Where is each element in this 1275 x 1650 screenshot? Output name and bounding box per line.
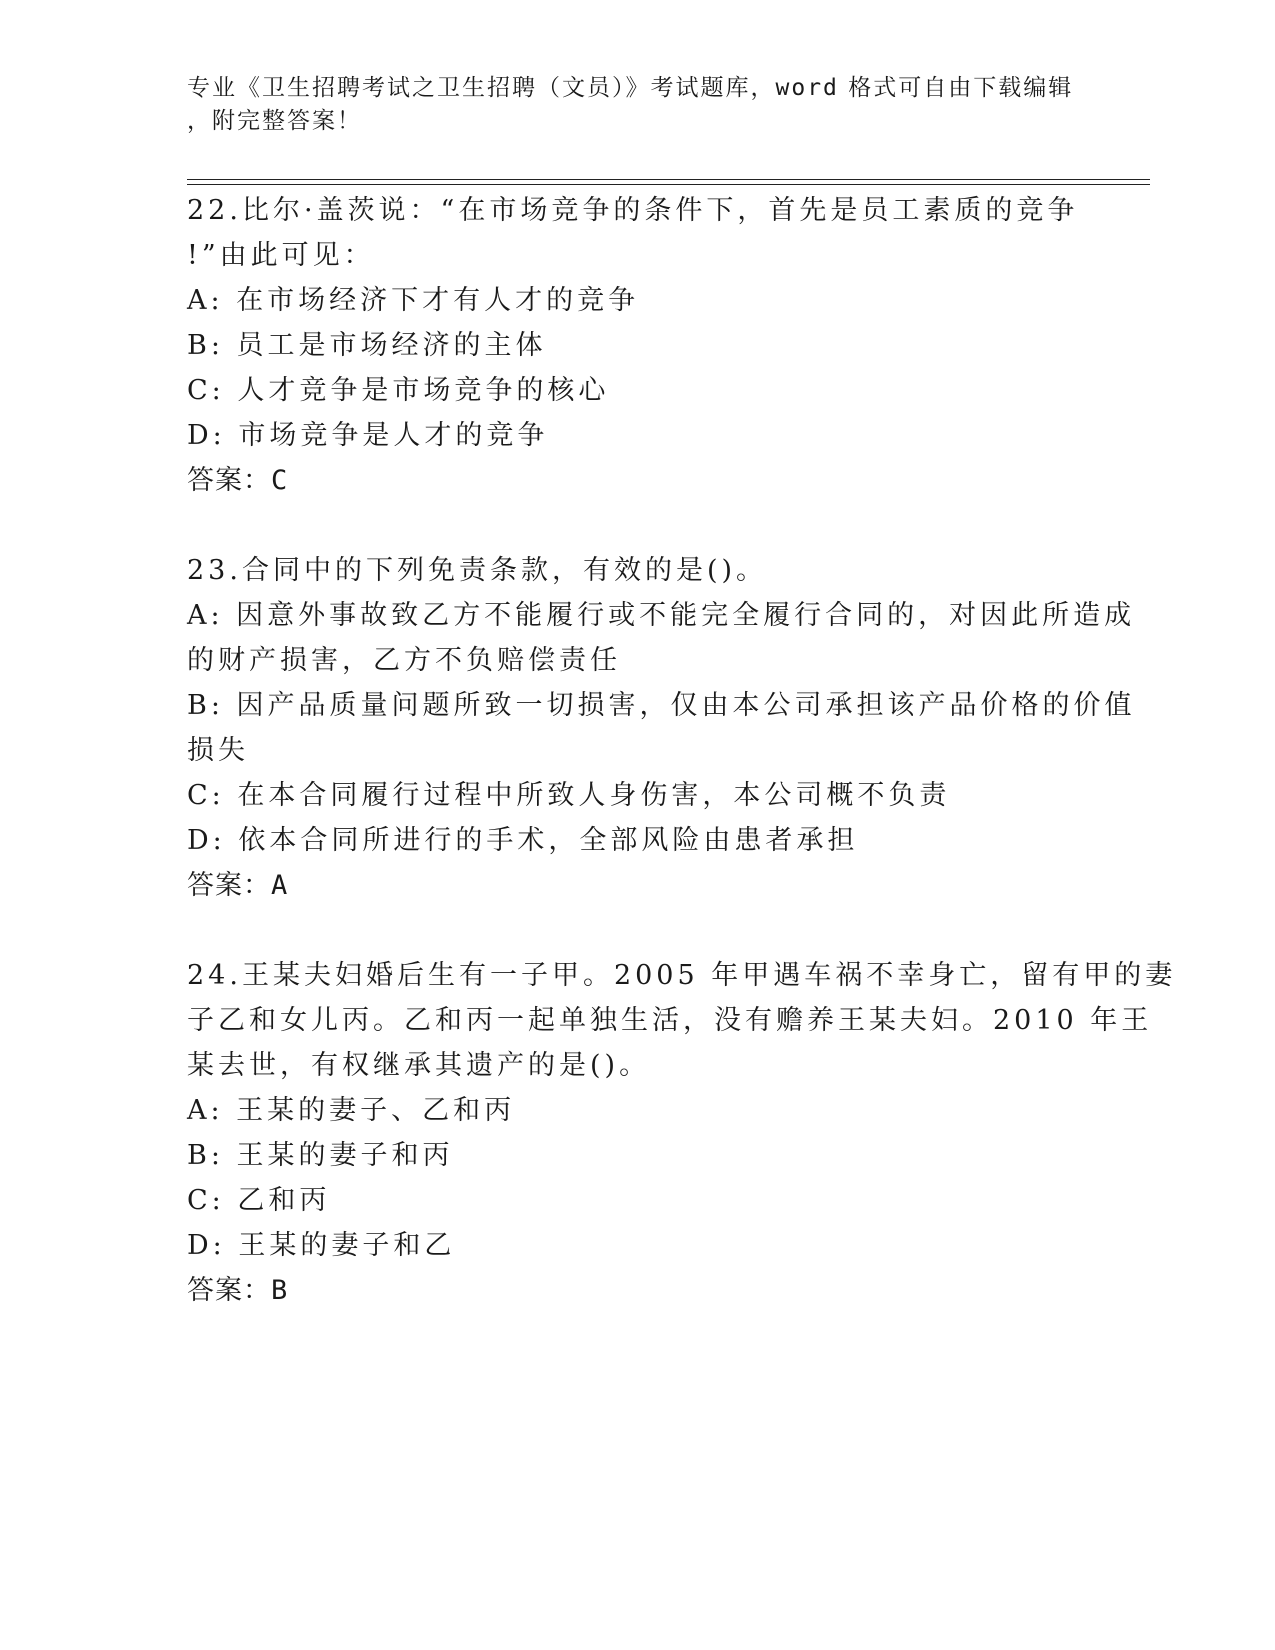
option-a-continued: 的财产损害，乙方不负赔偿责任 bbox=[187, 645, 621, 676]
header-text-part-1: 专业《卫生招聘考试之卫生招聘（文员）》考试题库， bbox=[187, 75, 776, 101]
option-a: A: 王某的妻子、乙和丙 bbox=[187, 1095, 516, 1126]
question-stem: 22.比尔·盖茨说：“在市场竞争的条件下，首先是员工素质的竞争 bbox=[187, 195, 1079, 226]
answer-label: 答案： bbox=[187, 1275, 271, 1306]
header-line-2: ，附完整答案！ bbox=[187, 108, 362, 134]
header-divider-top bbox=[187, 179, 1150, 180]
question-stem: !”由此可见： bbox=[187, 240, 375, 271]
question-list bbox=[187, 188, 1177, 1358]
header-text-part-3: 格式可自由下载编辑 bbox=[838, 75, 1074, 101]
option-b: B: 员工是市场经济的主体 bbox=[187, 330, 547, 361]
question-22 bbox=[187, 188, 1087, 503]
question-stem: 23.合同中的下列免责条款，有效的是()。 bbox=[187, 555, 768, 586]
option-c: C: 在本合同履行过程中所致人身伤害，本公司概不负责 bbox=[187, 780, 951, 811]
option-a: A: 因意外事故致乙方不能履行或不能完全履行合同的，对因此所造成 bbox=[187, 600, 1136, 631]
option-c: C: 乙和丙 bbox=[187, 1185, 331, 1216]
question-23 bbox=[187, 548, 1136, 908]
option-d: D: 依本合同所进行的手术，全部风险由患者承担 bbox=[187, 825, 859, 856]
option-b: B: 王某的妻子和丙 bbox=[187, 1140, 454, 1171]
answer-label: 答案： bbox=[187, 465, 271, 496]
option-d: D: 市场竞争是人才的竞争 bbox=[187, 420, 549, 451]
answer-value: B bbox=[271, 1275, 289, 1306]
header-divider-bottom bbox=[187, 184, 1150, 185]
answer-line bbox=[187, 458, 1087, 503]
option-b-continued: 损失 bbox=[187, 735, 249, 766]
question-24 bbox=[187, 953, 1177, 1313]
question-stem: 子乙和女儿丙。乙和丙一起单独生活，没有赡养王某夫妇。2010 年王 bbox=[187, 1005, 1153, 1036]
answer-value: A bbox=[271, 870, 289, 901]
header-line-1 bbox=[187, 72, 1087, 105]
question-stem: 某去世，有权继承其遗产的是()。 bbox=[187, 1050, 651, 1081]
answer-line bbox=[187, 1268, 1087, 1313]
option-a: A: 在市场经济下才有人才的竞争 bbox=[187, 285, 640, 316]
option-c: C: 人才竞争是市场竞争的核心 bbox=[187, 375, 610, 406]
answer-value: C bbox=[271, 465, 289, 496]
answer-label: 答案： bbox=[187, 870, 271, 901]
header-text-part-2: word bbox=[775, 75, 839, 101]
document-header bbox=[187, 72, 1087, 138]
question-stem: 24.王某夫妇婚后生有一子甲。2005 年甲遇车祸不幸身亡，留有甲的妻 bbox=[187, 960, 1177, 991]
option-d: D: 王某的妻子和乙 bbox=[187, 1230, 456, 1261]
option-b: B: 因产品质量问题所致一切损害，仅由本公司承担该产品价格的价值 bbox=[187, 690, 1136, 721]
answer-line bbox=[187, 863, 1087, 908]
